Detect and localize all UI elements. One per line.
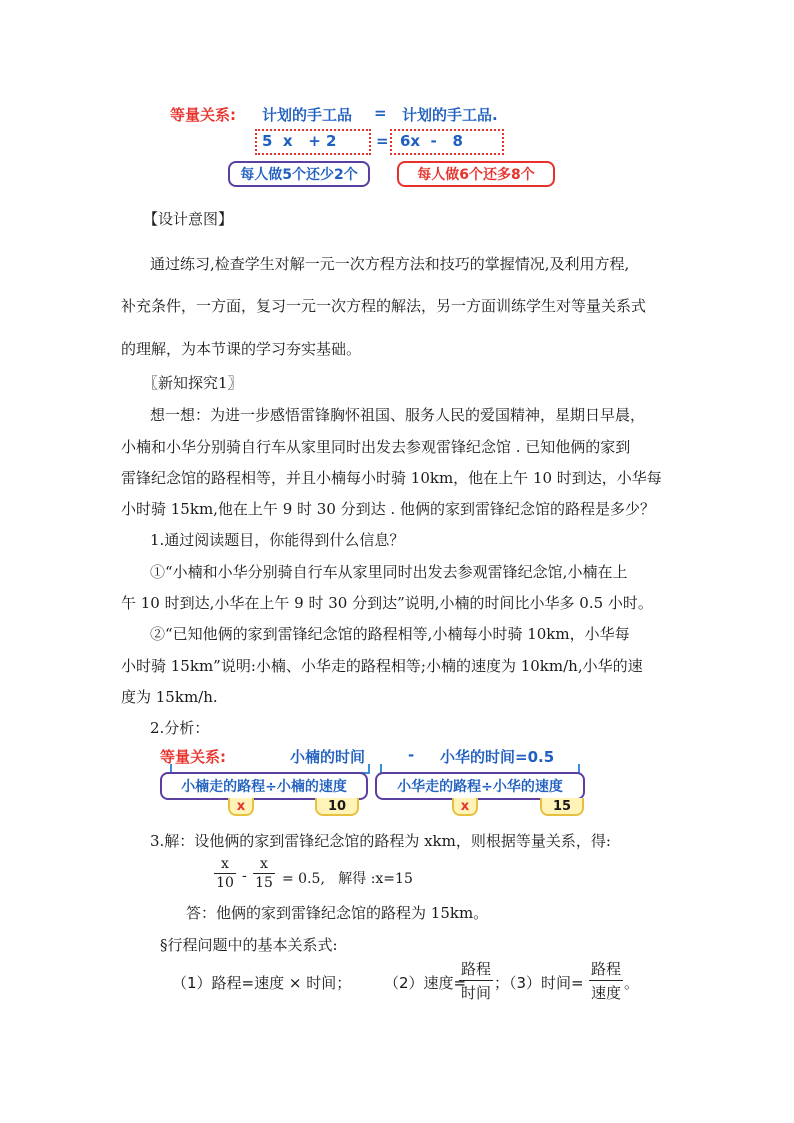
relation-2-numerator: 路程: [460, 960, 491, 978]
design-paragraph-line-2: 补充条件，一方面，复习一元一次方程的解法，另一方面训练学生对等量关系式: [121, 297, 647, 315]
box-right-condition: 每人做6个还多8个: [397, 161, 555, 187]
fraction-1-denominator: 10: [216, 875, 234, 891]
tag-x-right: x: [452, 798, 478, 816]
solution-minus: -: [242, 868, 247, 884]
tag-10: 10: [315, 798, 359, 816]
fraction-x-over-15: [253, 856, 275, 891]
tag-15: 15: [540, 798, 584, 816]
eq-left: 5 x + 2: [262, 132, 337, 150]
relations-heading: §行程问题中的基本关系式:: [160, 936, 338, 954]
fig2-minus: -: [408, 746, 415, 764]
question-line-1: 想一想：为进一步感悟雷锋胸怀祖国、服务人民的爱国精神，星期日早晨，: [150, 406, 646, 424]
design-paragraph-line-3: 的理解，为本节课的学习夯实基础。: [121, 340, 362, 358]
relation-3-numerator: 路程: [590, 960, 621, 978]
box-left-condition: 每人做5个还少2个: [228, 161, 370, 187]
design-heading: 【设计意图】: [143, 210, 234, 228]
relation-3-end: 。: [624, 974, 640, 992]
step-1: 1.通过阅读题目，你能得到什么信息？: [150, 531, 405, 549]
relation-3-denominator: 速度: [590, 984, 621, 1002]
fig1-left-term: 计划的手工品: [262, 106, 353, 124]
relation-2-label: （2）速度=: [384, 974, 467, 992]
box-xiaohua-time: 小华走的路程÷小华的速度: [375, 772, 585, 800]
eq-right: 6x - 8: [400, 132, 463, 150]
question-line-3: 雷锋纪念馆的路程相等，并且小楠每小时骑 10km，他在上午 10 时到达，小华每: [121, 469, 662, 487]
step-1-info-b-line-3: 度为 15km/h.: [121, 688, 218, 706]
step-1-info-b-line-2: 小时骑 15km”说明:小楠、小华走的路程相等;小楠的速度为 10km/h,小华的速: [121, 657, 643, 675]
fig2-right-term: 小华的时间=0.5: [440, 748, 555, 766]
fig1-right-term: 计划的手工品.: [402, 106, 498, 124]
fraction-1-numerator: x: [221, 856, 229, 872]
design-paragraph-line-1: 通过练习,检查学生对解一元一次方程方法和技巧的掌握情况,及利用方程,: [150, 255, 630, 273]
step-2: 2.分析：: [150, 719, 210, 737]
fig1-label: 等量关系:: [170, 106, 236, 124]
fig1-equals: =: [374, 104, 387, 122]
relation-1: （1）路程=速度 × 时间；: [172, 974, 352, 992]
relation-2-denominator: 时间: [460, 984, 491, 1002]
relation-2-fraction: [459, 958, 493, 1003]
relation-3-fraction: [589, 958, 623, 1003]
answer-line: 答：他俩的家到雷锋纪念馆的路程为 15km。: [186, 904, 489, 922]
question-line-2: 小楠和小华分别骑自行车从家里同时出发去参观雷锋纪念馆 . 已知他俩的家到: [121, 438, 631, 456]
question-line-4: 小时骑 15km,他在上午 9 时 30 分到达 . 他俩的家到雷锋纪念馆的路程是多少？: [121, 500, 655, 518]
solution-result: = 0.5, 解得 :x=15: [282, 871, 413, 887]
fraction-2-numerator: x: [260, 856, 268, 872]
tag-x-left: x: [228, 798, 254, 816]
solution-line: 3.解：设他俩的家到雷锋纪念馆的路程为 xkm，则根据等量关系，得:: [150, 832, 611, 850]
eq-equals: =: [376, 132, 389, 150]
explore-heading: 〖新知探究1〗: [143, 374, 243, 392]
fraction-x-over-10: [214, 856, 236, 891]
box-xiaonan-time: 小楠走的路程÷小楠的速度: [160, 772, 368, 800]
step-1-info-a-line-1: ①“小楠和小华分别骑自行车从家里同时出发去参观雷锋纪念馆,小楠在上: [150, 563, 628, 581]
relation-3-label: ；（3）时间=: [494, 974, 584, 992]
fraction-2-denominator: 15: [255, 875, 273, 891]
fig2-label: 等量关系:: [160, 748, 226, 766]
step-1-info-b-line-1: ②“已知他俩的家到雷锋纪念馆的路程相等,小楠每小时骑 10km，小华每: [150, 625, 630, 643]
step-1-info-a-line-2: 午 10 时到达,小华在上午 9 时 30 分到达”说明,小楠的时间比小华多 0.5 小时。: [121, 594, 653, 612]
fig2-left-term: 小楠的时间: [290, 748, 366, 766]
